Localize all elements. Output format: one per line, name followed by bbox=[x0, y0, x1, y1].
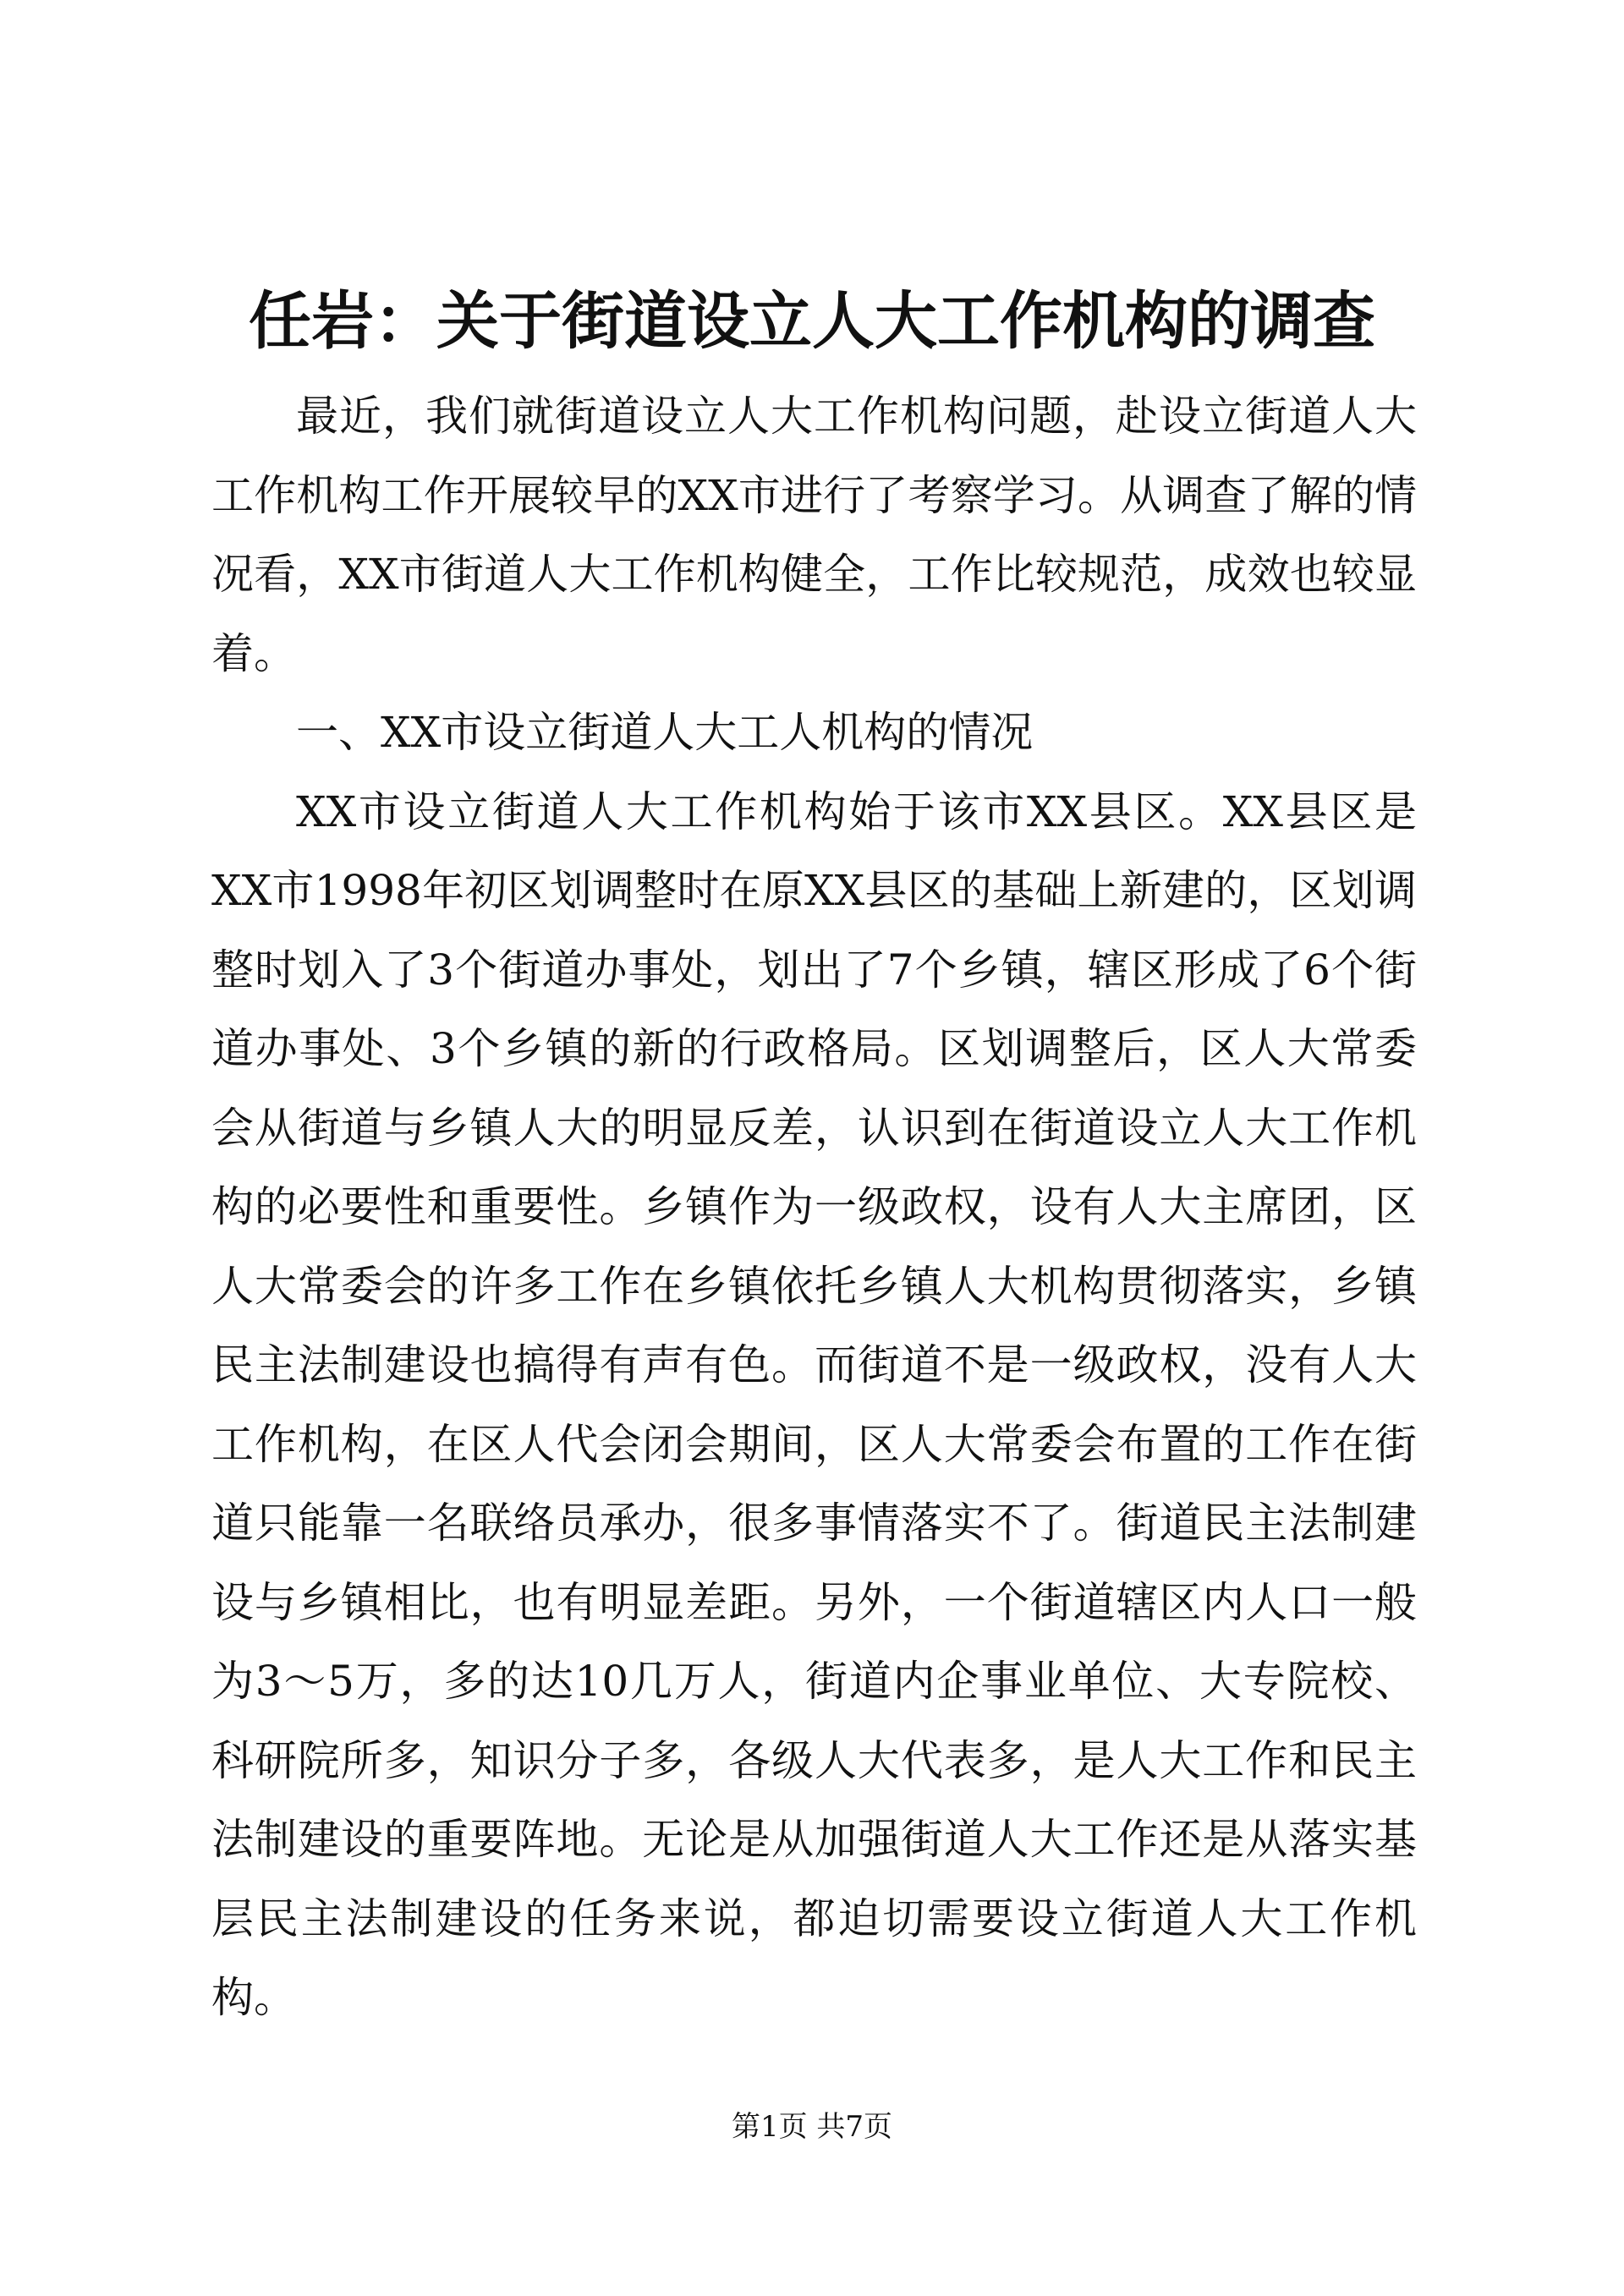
page-footer: 第1页 共7页 bbox=[731, 2110, 893, 2144]
intro-paragraph: 最近，我们就街道设立人大工作机构问题，赴设立街道人大工作机构工作开展较早的XX市进行了考察学习。从调查了解的情况看，XX市街道人大工作机构健全，工作比较规范，成效也较显着。 bbox=[211, 392, 1417, 678]
document-body bbox=[211, 377, 1417, 2038]
document-title: 任岩：关于街道设立人大工作机构的调查 bbox=[249, 285, 1375, 358]
body-paragraph: XX市设立街道人大工作机构始于该市XX县区。XX县区是XX市1998年初区划调整时在原XX县区的基础上新建的，区划调整时划入了3个街道办事处，划出了7个乡镇，辖区形成了6个街道办事处、3个乡镇的新的行政格局。区划调整后，区人大常委会从街道与乡镇人大的明显反差，认识到在街道设立人大工作机构的必要性和重要性。乡镇作为一级政权，设有人大主席团，区人大常委会的许多工作在乡镇依托乡镇人大机构贯彻落实，乡镇民主法制建设也搞得有声有色。而街道不是一级政权，没有人大工作机构，在区人代会闭会期间，区人大常委会布置的工作在街道只能靠一名联络员承办，很多事情落实不了。街道民主法制建设与乡镇相比，也有明显差距。另外，一个街道辖区内人口一般为3～5万，多的达10几万人，街道内企事业单位、大专院校、科研院所多，知识分子多，各级人大代表多，是人大工作和民主法制建设的重要阵地。无论是从加强街道人大工作还是从落实基层民主法制建设的任务来说，都迫切需要设立街道人大工作机构。 bbox=[211, 786, 1417, 2022]
section-heading: 一、XX市设立街道人大工人机构的情况 bbox=[296, 708, 1034, 757]
